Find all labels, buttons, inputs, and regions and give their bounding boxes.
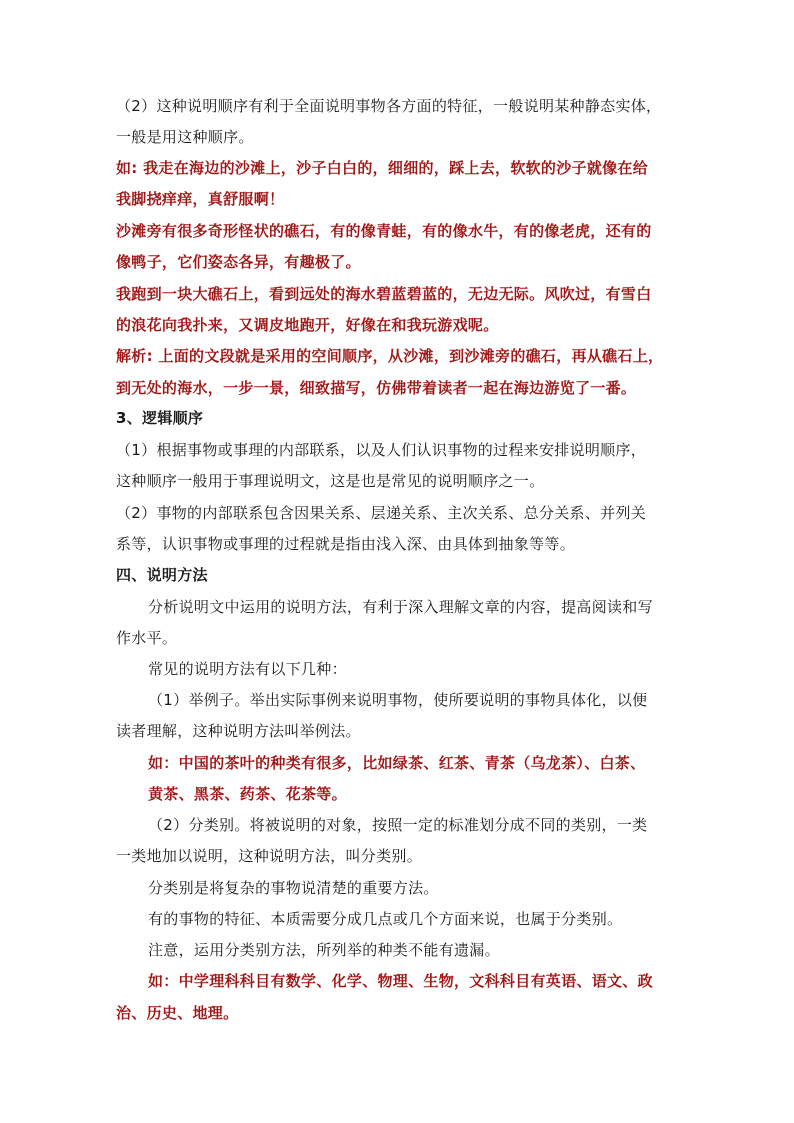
body-text-line: 分类别是将复杂的事物说清楚的重要方法。	[148, 879, 439, 897]
body-text-line: 一般是用这种顺序。	[116, 128, 254, 146]
body-text-line: （1）举例子。举出实际事例来说明事物，使所要说明的事物具体化，以便	[148, 691, 648, 709]
example-text-line: 如：中国的茶叶的种类有很多，比如绿茶、红茶、青茶（乌龙茶）、白茶、	[148, 754, 646, 772]
body-text-line: 一类地加以说明，这种说明方法，叫分类别。	[116, 847, 423, 865]
example-text-line: 黄茶、黑茶、药茶、花茶等。	[148, 785, 347, 803]
example-text-line: 治、历史、地理。	[116, 1004, 239, 1022]
body-text-line: 常见的说明方法有以下几种：	[148, 660, 347, 678]
body-text-line: 读者理解，这种说明方法叫举例法。	[116, 722, 361, 740]
body-text-line: 这种顺序一般用于事理说明文，这是也是常见的说明顺序之一。	[116, 472, 545, 490]
example-text-line: 我跑到一块大礁石上，看到远处的海水碧蓝碧蓝的，无边无际。风吹过，有雪白	[116, 285, 652, 303]
section-heading: 3、逻辑顺序	[116, 409, 204, 427]
body-text-line: 有的事物的特征、本质需要分成几点或几个方面来说，也属于分类别。	[148, 910, 623, 928]
example-text-line: 我脚挠痒痒，真舒服啊！	[116, 190, 285, 208]
body-text-line: 系等，认识事物或事理的过程就是指由浅入深、由具体到抽象等等。	[116, 535, 576, 553]
body-text-line: 分析说明文中运用的说明方法，有利于深入理解文章的内容，提高阅读和写	[148, 598, 653, 616]
example-text-line: 如: 我走在海边的沙滩上，沙子白白的，细细的，踩上去，软软的沙子就像在给	[116, 159, 649, 177]
body-text-line: （2）事物的内部联系包含因果关系、层递关系、主次关系、总分关系、并列关	[116, 504, 647, 522]
example-text-line: 的浪花向我扑来，又调皮地跑开，好像在和我玩游戏呢。	[116, 316, 499, 334]
body-text-line: （2）这种说明顺序有利于全面说明事物各方面的特征，一般说明某种静态实体，	[116, 97, 662, 115]
section-heading: 四、说明方法	[116, 566, 208, 584]
analysis-text-line: 到无处的海水，一步一景，细致描写，仿佛带着读者一起在海边游览了一番。	[116, 379, 637, 397]
example-text-line: 像鸭子，它们姿态各异，有趣极了。	[116, 253, 361, 271]
body-text-line: （2）分类别。将被说明的对象，按照一定的标准划分成不同的类别，一类	[148, 816, 648, 834]
body-text-line: 注意，运用分类别方法，所列举的种类不能有遗漏。	[148, 941, 500, 959]
example-text-line: 沙滩旁有很多奇形怪状的礁石，有的像青蛙，有的像水牛，有的像老虎，还有的	[116, 222, 652, 240]
body-text-line: （1）根据事物或事理的内部联系，以及人们认识事物的过程来安排说明顺序，	[116, 441, 647, 459]
body-text-line: 作水平。	[116, 629, 178, 647]
analysis-text-line: 解析: 上面的文段就是采用的空间顺序，从沙滩，到沙滩旁的礁石，再从礁石上，	[116, 347, 664, 365]
example-text-line: 如：中学理科科目有数学、化学、物理、生物，文科科目有英语、语文、政	[148, 972, 653, 990]
